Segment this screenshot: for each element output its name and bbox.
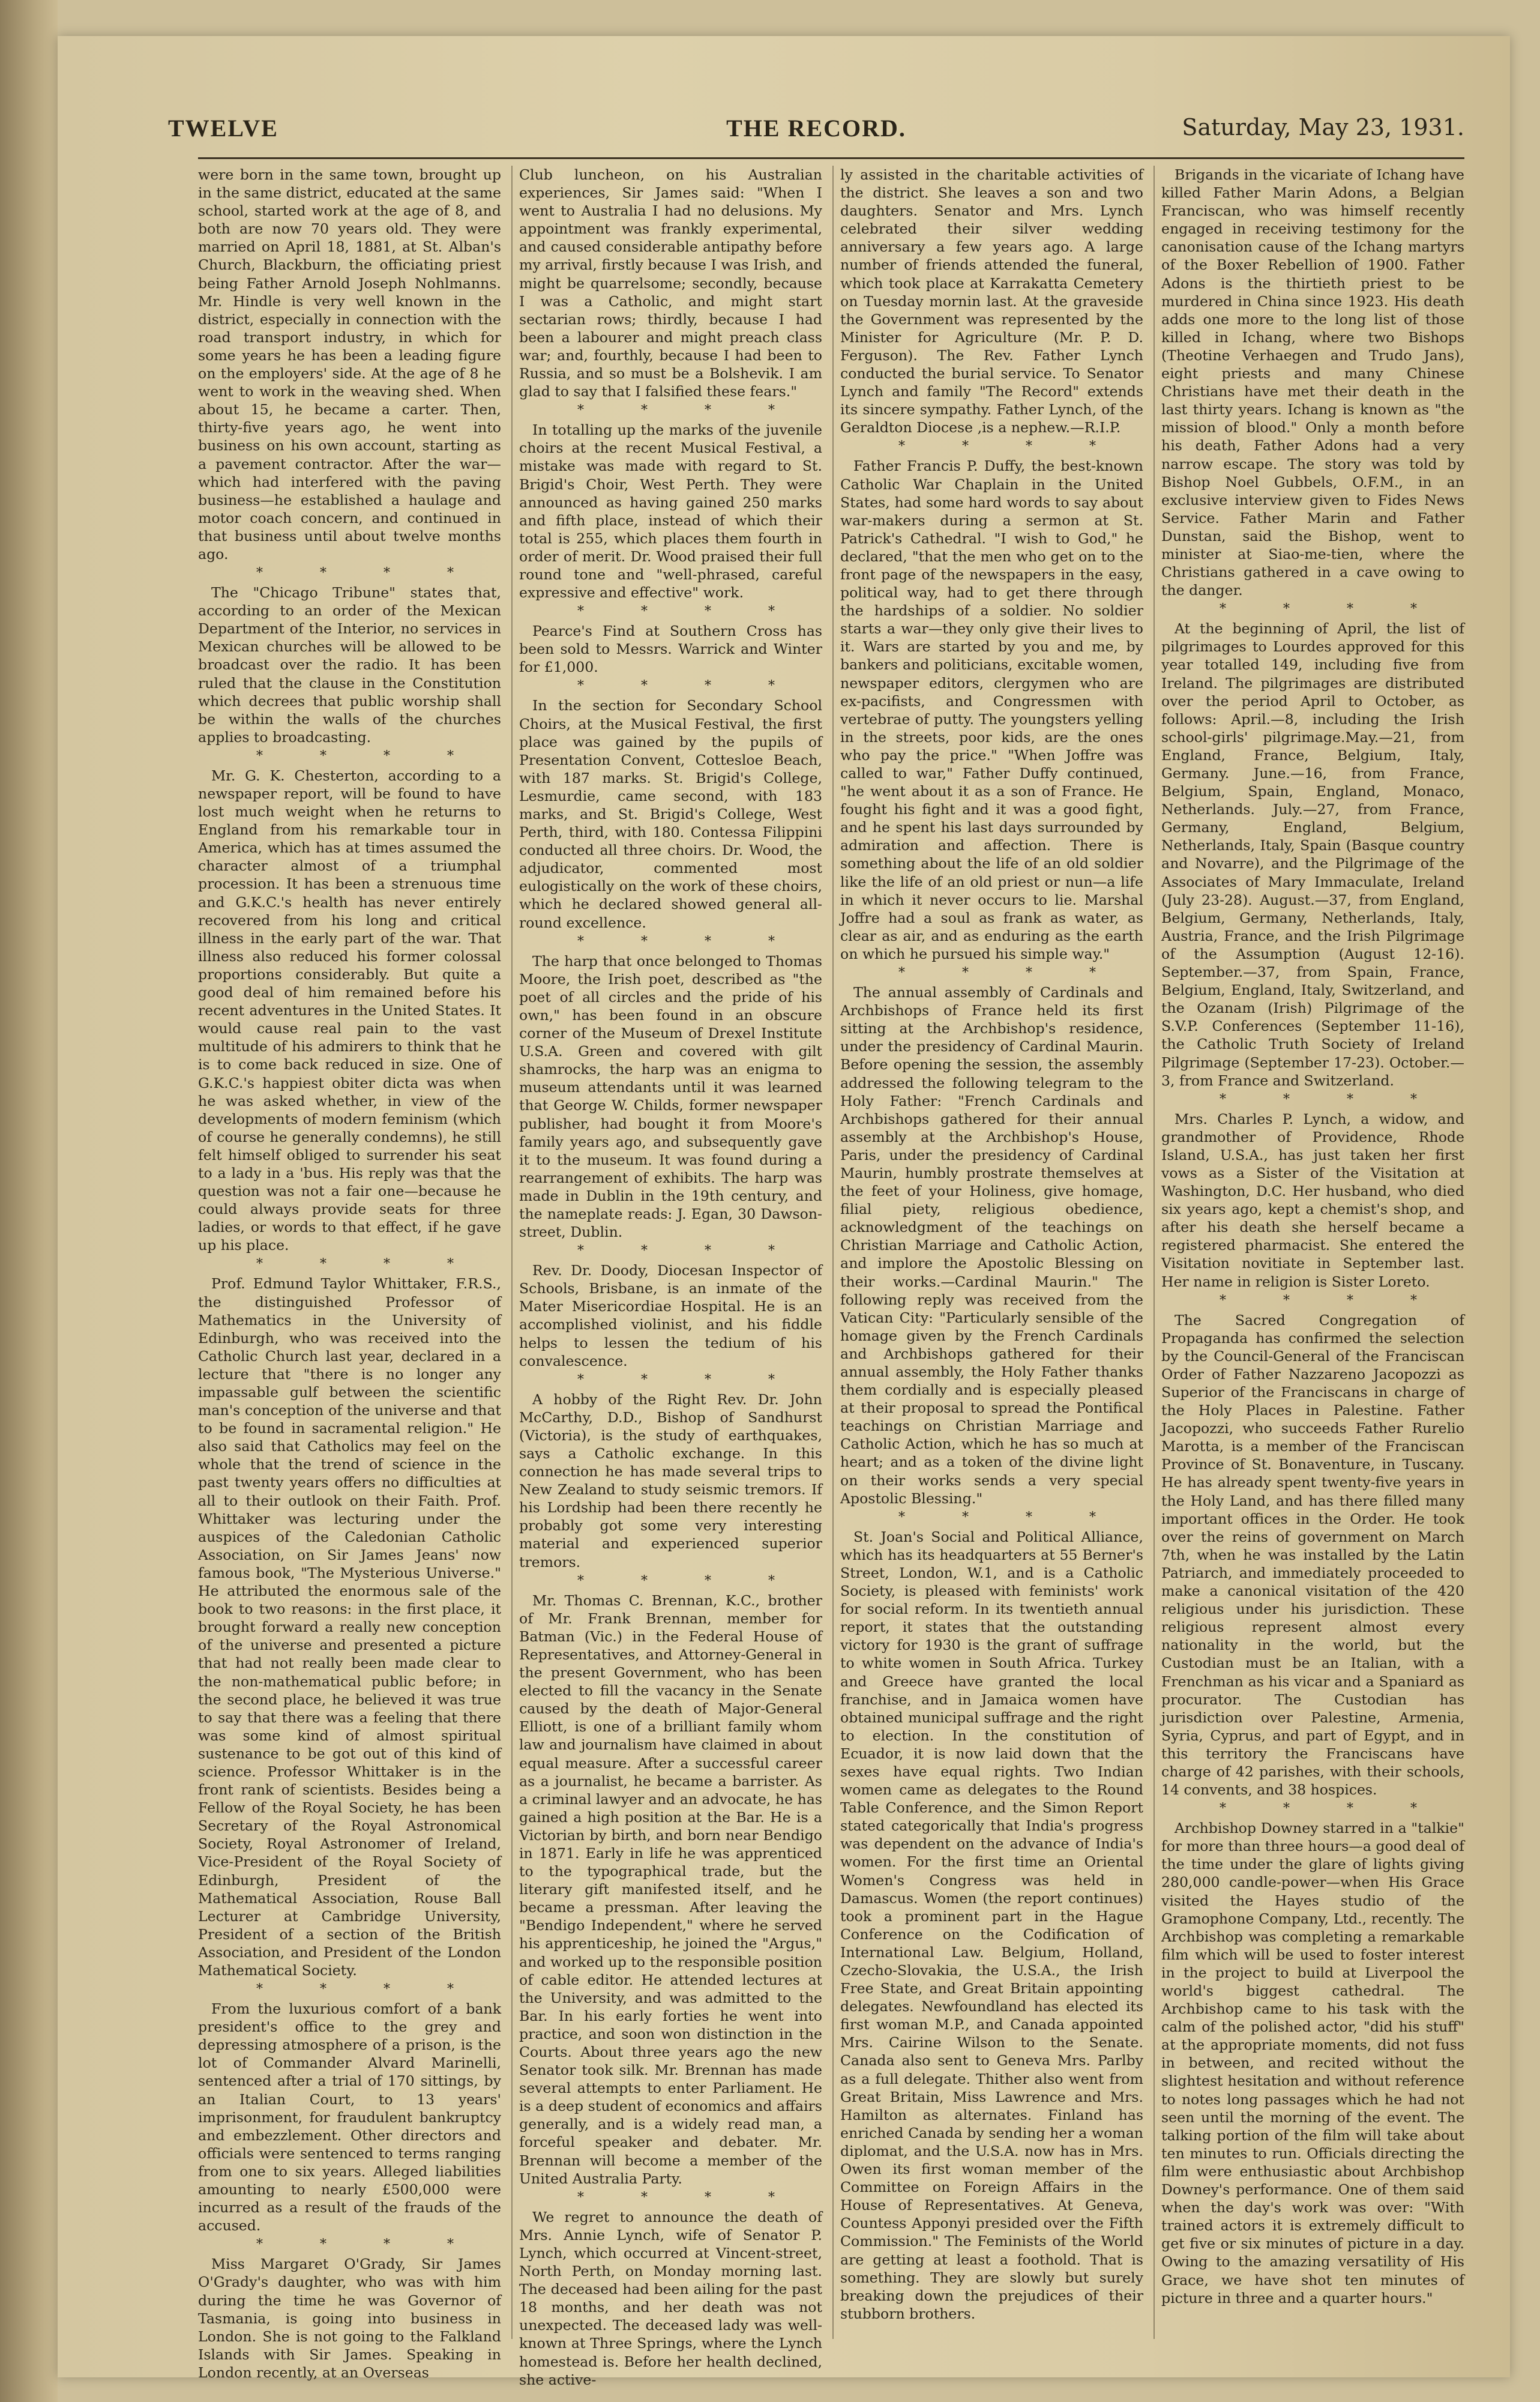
column-3 (840, 166, 1143, 2351)
news-paragraph: The harp that once belonged to Thomas Moore, the Irish poet, described as "the poet of all circles and the pride of his own," has been found in an obscure corner of the Museum of Drexel Institute U.S.A. Green and covered with gilt shamrocks, the harp was an enigma to museum attendants until it was learned that George W. Childs, former newspaper publisher, had bought it from Moore's family years ago, and subsequently gave it to the museum. It was found during a rearrangement of exhibits. The harp was made in Dublin in the 19th century, and the nameplate reads: J. Egan, 30 Dawson-street, Dublin. (519, 952, 822, 1241)
news-paragraph: Father Francis P. Duffy, the best-known Catholic War Chaplain in the United States, had some hard words to say about war-makers during a sermon at St. Patrick's Cathedral. "I wish to God," he declared, "that the men who get on to the front page of the newspapers in the easy, political way, had to get there through the hardships of a soldier. No soldier starts a war—they only give their lives to it. Wars are started by you and me, by bankers and politicians, excitable women, newspaper editors, clergymen who are ex-pacifists, and Congressmen with vertebrae of putty. The youngsters yelling in the streets, poor kids, are the ones who pay the price." "When Joffre was called to war," Father Duffy continued, "he went about it as a son of France. He fought his fight and it was a good fight, and he spent his last days surrounded by admiration and affection. There is something about the life of an old soldier like the life of an old priest or nun—a life in which it never occurs to lie. Marshal Joffre had a soul as frank as water, as clear as air, and as enduring as the earth on which he pursued his simple way." (840, 457, 1143, 962)
section-separator: * * * * (1220, 1801, 1443, 1817)
column-4 (1161, 166, 1464, 2351)
section-separator: * * * * (577, 403, 801, 418)
page-number: TWELVE (168, 115, 278, 142)
section-separator: * * * * (256, 566, 480, 581)
column-2 (519, 166, 822, 2388)
news-paragraph: Prof. Edmund Taylor Whittaker, F.R.S., the distinguished Professor of Mathematics in the University of Edinburgh, who was received into the Catholic Church last year, declared in a lecture that "there is no longer any impassable gulf between the scientific man's conception of the universe and that to be found in sacramental religion." He also said that Catholics may feel on the whole that the trend of science in the past twenty years offers no difficulties at all to their outlook on their Faith. Prof. Whittaker was lecturing under the auspices of the Caledonian Catholic Association, on Sir James Jeans' now famous book, "The Mysterious Universe." He attributed the enormous sale of the book to two reasons: in the first place, it brought forward a really new conception of the universe and presented a picture that had not really been made clear to the non-mathematical public before; in the second place, he believed it was true to say that there was a feeling that there was some kind of almost spiritual sustenance to be got out of this kind of science. Professor Whittaker is in the front rank of scientists. Besides being a Fellow of the Royal Society, he has been Secretary of the Royal Astronomical Society, Royal Astronomer of Ireland, Vice-President of the Royal Society of Edinburgh, President of the Mathematical Association, Rouse Ball Lecturer at Cambridge University, President of a section of the British Association, and President of the London Mathematical Society. (198, 1275, 501, 1979)
section-separator: * * * * (577, 2189, 801, 2205)
section-separator: * * * * (577, 934, 801, 949)
news-paragraph: In totalling up the marks of the juvenile choirs at the recent Musical Festival, a mistake was made with regard to St. Brigid's Choir, West Perth. They were announced as having gained 250 marks and fifth place, instead of which their total is 255, which places them fourth in order of merit. Dr. Wood praised their full round tone and "well-phrased, careful expressive and effective" work. (519, 421, 822, 602)
column-1 (198, 166, 501, 2381)
section-separator: * * * * (898, 439, 1122, 454)
section-separator: * * * * (256, 1257, 480, 1272)
section-separator: * * * * (898, 1509, 1122, 1525)
news-paragraph: ly assisted in the charitable activities of the district. She leaves a son and two daughters. Senator and Mrs. Lynch celebrated their silver wedding anniversary a few years ago. A large number of friends attended the funeral, which took place at Karrakatta Cemetery on Tuesday mornin last. At the graveside the Government was represented by the Minister for Agriculture (Mr. P. D. Ferguson). The Rev. Father Lynch conducted the burial service. To Senator Lynch and family "The Record" extends its sincere sympathy. Father Lynch, of the Geraldton Diocese ,is a nephew.—R.I.P. (840, 166, 1143, 436)
section-separator: * * * * (256, 2237, 480, 2253)
news-paragraph: Miss Margaret O'Grady, Sir James O'Grady's daughter, who was with him during the time he was Governor of Tasmania, is going into business in London. She is not going to the Falkland Islands with Sir James. Speaking in London recently, at an Overseas (198, 2256, 501, 2381)
news-paragraph: The Sacred Congregation of Propaganda has confirmed the selection by the Council-General of the Franciscan Order of Father Nazzareno Jacopozzi as Superior of the Franciscans in charge of the Holy Places in Palestine. Father Jacopozzi, who succeeds Father Rurelio Marotta, is a member of the Franciscan Province of St. Bonaventure, in Tuscany. He has already spent twenty-five years in the Holy Land, and has there filled many important offices in the Order. He took over the reins of government on March 7th, when he was installed by the Latin Patriarch, and immediately proceeded to make a canonical visitation of the 420 religious under his jurisdiction. These religious represent almost every nationality in the world, but the Custodian must be an Italian, with a Frenchman as his vicar and a Spaniard as procurator. The Custodian has jurisdiction over Palestine, Armenia, Syria, Cyprus, and part of Egypt, and in this territory the Franciscans have charge of 42 parishes, with their schools, 14 convents, and 38 hospices. (1161, 1311, 1464, 1799)
news-paragraph: A hobby of the Right Rev. Dr. John McCarthy, D.D., Bishop of Sandhurst (Victoria), is the study of earthquakes, says a Catholic exchange. In this connection he has made several trips to New Zealand to study seismic tremors. If his Lordship had been there recently he probably got some very interesting material and experienced superior tremors. (519, 1390, 822, 1571)
section-separator: * * * * (577, 604, 801, 620)
news-paragraph: Mr. G. K. Chesterton, according to a newspaper report, will be found to have lost much weight when he returns to England from his remarkable tour in America, which has at times assumed the character almost of a triumphal procession. It has been a strenuous time and G.K.C.'s health has never entirely recovered from his long and critical illness in the early part of the war. That illness also reduced his former colossal proportions considerably. But quite a good deal of him remained before his recent adventures in the United States. It would cause real pain to the vast multitude of his admirers to think that he is to come back reduced in size. One of G.K.C.'s happiest obiter dicta was when he was asked whether, in view of the developments of modern feminism (which of course he generally condemns), he still felt himself obliged to surrender his seat to a lady in a 'bus. His reply was that the question was not a fair one—because he could always provide seats for three ladies, or words to that effect, if he gave up his place. (198, 767, 501, 1254)
news-paragraph: Pearce's Find at Southern Cross has been sold to Messrs. Warrick and Winter for £1,000. (519, 623, 822, 676)
section-separator: * * * * (256, 748, 480, 764)
news-paragraph: From the luxurious comfort of a bank president's office to the grey and depressing atmosphere of a prison, is the lot of Commander Alvard Marinelli, sentenced after a trial of 170 sittings, by an Italian Court, to 13 years' imprisonment, for fraudulent bankruptcy and embezzlement. Other directors and officials were sentenced to terms ranging from one to six years. Alleged liabilities amounting to nearly £500,000 were incurred as a result of the frauds of the accused. (198, 2000, 501, 2235)
news-paragraph: were born in the same town, brought up in the same district, educated at the same school, started work at the age of 8, and both are now 70 years old. They were married on April 18, 1881, at St. Alban's Church, Blackburn, the officiating priest being Father Arnold Joseph Nohlmanns. Mr. Hindle is very well known in the district, especially in connection with the road transport industry, in which for some years he has been a leading figure on the employers' side. At the age of 8 he went to work in the weaving shed. When about 15, he became a carter. Then, thirty-five years ago, he went into business on his own account, starting as a pavement contractor. After the war—which had interfered with the paving business—he established a haulage and motor coach concern, and continued in that business until about twelve months ago. (198, 166, 501, 563)
newspaper-title: THE RECORD. (726, 115, 906, 142)
issue-date: Saturday, May 23, 1931. (1182, 114, 1464, 140)
section-separator: * * * * (898, 965, 1122, 981)
news-paragraph: Mrs. Charles P. Lynch, a widow, and grandmother of Providence, Rhode Island, U.S.A., has just taken her first vows as a Sister of the Visitation at Washington, D.C. Her husband, who died six years ago, kept a chemist's shop, and after his death she herself became a registered pharmacist. She entered the Visitation novitiate in September last. Her name in religion is Sister Loreto. (1161, 1110, 1464, 1290)
section-separator: * * * * (1220, 602, 1443, 617)
news-paragraph: Mr. Thomas C. Brennan, K.C., brother of Mr. Frank Brennan, member for Batman (Vic.) in the Federal House of Representatives, and Attorney-General in the present Government, who has been elected to fill the vacancy in the Senate caused by the death of Major-General Elliott, is one of a brilliant family whom law and journalism have claimed in about equal measure. After a successful career as a journalist, he became a barrister. As a criminal lawyer and an advocate, he has gained a high position at the Bar. He is a Victorian by birth, and born near Bendigo in 1871. Early in life he was apprenticed to the typographical trade, but the literary gift manifested itself, and he became a pressman. After leaving the "Bendigo Independent," where he served his apprenticeship, he joined the "Argus," and worked up to the responsible position of cable editor. He attended lectures at the University, and was admitted to the Bar. In his early forties he went into practice, and soon won distinction in the Courts. About three years ago the new Senator took silk. Mr. Brennan has made several attempts to enter Parliament. He is a deep student of economics and affairs generally, and is a widely read man, a forceful speaker and debater. Mr. Brennan will become a member of the United Australia Party. (519, 1592, 822, 2187)
news-paragraph: In the section for Secondary School Choirs, at the Musical Festival, the first place was gained by the pupils of Presentation Convent, Cottesloe Beach, with 187 marks. St. Brigid's College, Lesmurdie, came second, with 183 marks, and St. Brigid's College, West Perth, third, with 180. Contessa Filippini conducted all three choirs. Dr. Wood, the adjudicator, commented most eulogistically on the work of these choirs, which he declared showed general all-round excellence. (519, 697, 822, 931)
page-header (168, 114, 1464, 156)
section-separator: * * * * (1220, 1091, 1443, 1107)
page-binding-edge (0, 0, 58, 2402)
section-separator: * * * * (1220, 1293, 1443, 1308)
section-separator: * * * * (577, 1243, 801, 1259)
section-separator: * * * * (577, 1372, 801, 1387)
news-paragraph: Archbishop Downey starred in a "talkie" for more than three hours—a good deal of the time under the glare of lights giving 280,000 candle-power—when His Grace visited the Hayes studio of the Gramophone Company, Ltd., recently. The Archbishop was completing a remarkable film which will be used to foster interest in the project to build at Liverpool the world's biggest cathedral. The Archbishop came to his task with the calm of the polished actor, "did his stuff" at the appropriate moments, did not fuss in between, and recited without the slightest hesitation and without reference to notes long passages which he had not seen until the morning of the event. The talking portion of the film will take about ten minutes to run. Officials directing the film were enthusiastic about Archbishop Downey's performance. One of them said when the day's work was over: "With trained actors it is extremely difficult to get five or six minutes of picture in a day. Owing to the amazing versatility of His Grace, we have shot ten minutes of picture in three and a quarter hours." (1161, 1820, 1464, 2307)
news-paragraph: Club luncheon, on his Australian experiences, Sir James said: "When I went to Australia I had no delusions. My appointment was frankly experimental, and caused considerable antipathy before my arrival, firstly because I was Irish, and might be quarrelsome; secondly, because I was a Catholic, and might start sectarian rows; thirdly, because I had been a labourer and might preach class war; and, fourthly, because I had been to Russia, and so must be a Bolshevik. I am glad to say that I falsified these fears." (519, 166, 822, 400)
section-separator: * * * * (256, 1982, 480, 1997)
news-paragraph: At the beginning of April, the list of pilgrimages to Lourdes approved for this year totalled 149, including five from Ireland. The pilgrimages are distributed over the period April to October, as follows: April.—8, including the Irish school-girls' pilgrimage.May.—21, from England, France, Belgium, Italy, Germany. June.—16, from France, Belgium, Spain, England, Monaco, Netherlands. July.—27, from France, Germany, England, Belgium, Netherlands, Italy, Spain (Basque country and Novarre), and the Pilgrimage of the Associates of Mary Immaculate, Ireland (July 23-28). August.—37, from England, Belgium, Germany, Netherlands, Italy, Austria, France, and the Irish Pilgrimage of the Assumption (August 12-16). September.—37, from Spain, France, Belgium, England, Italy, Switzerland, and the Ozanam (Irish) Pilgrimage of the S.V.P. Conferences (September 11-16), the Catholic Truth Society of Ireland Pilgrimage (September 17-23). October.—3, from France and Switzerland. (1161, 620, 1464, 1089)
news-paragraph: The annual assembly of Cardinals and Archbishops of France held its first sitting at the Archbishop's residence, under the presidency of Cardinal Maurin. Before opening the session, the assembly addressed the following telegram to the Holy Father: "French Cardinals and Archbishops gathered for their annual assembly at the Archbishop's House, Paris, under the presidency of Cardinal Maurin, humbly prostrate themselves at the feet of your Holiness, give homage, filial piety, religious obedience, acknowledgment of the teachings on Christian Marriage and Catholic Action, and implore the Apostolic Blessing on their works.—Cardinal Maurin." The following reply was received from the Vatican City: "Particularly sensible of the homage given by the French Cardinals and Archbishops gathered for their annual assembly, the Holy Father thanks them cordially and is especially pleased at their proposal to spread the Pontifical teachings on Christian Marriage and Catholic Action, which he has so much at heart; and as a token of the divine light on their works sends a very special Apostolic Blessing." (840, 984, 1143, 1507)
header-rule (198, 157, 1464, 159)
news-paragraph: The "Chicago Tribune" states that, according to an order of the Mexican Department of the Interior, no services in Mexican churches will be allowed to be broadcast over the radio. It has been ruled that the clause in the Constitution which decrees that public worship shall be within the walls of the churches applies to broadcasting. (198, 584, 501, 746)
news-paragraph: St. Joan's Social and Political Alliance, which has its headquarters at 55 Berner's Street, London, W.1, and is a Catholic Society, is pleased with feminists' work for social reform. In its twentieth annual report, it states that the outstanding victory for 1930 is the grant of suffrage to white women in South Africa. Turkey and Greece have granted the local franchise, and in Jamaica women have obtained municipal suffrage and the right to election. In the constitution of Ecuador, it is now laid down that the sexes have equal rights. Two Indian women came as delegates to the Round Table Conference, and the Simon Report stated categorically that India's progress was dependent on the advance of India's women. For the first time an Oriental Women's Congress was held in Damascus. Women (the report continues) took a prominent part in the Hague Conference on the Codification of International Law. Belgium, Holland, Czecho-Slovakia, the U.S.A., the Irish Free State, and Great Britain appointing delegates. Newfoundland has elected its first woman M.P., and Canada appointed Mrs. Cairine Wilson to the Senate. Canada also sent to Geneva Mrs. Parlby as a full delegate. Thither also went from Great Britain, Miss Lawrence and Mrs. Hamilton as alternates. Finland has enriched Canada by sending her a woman diplomat, and the U.S.A. now has in Mrs. Owen its first woman member of the Committee on Foreign Affairs in the House of Representatives. At Geneva, Countess Apponyi presided over the Fifth Commission." The Feminists of the World are getting at least a foothold. That is something. They are slowly but surely breaking down the prejudices of their stubborn brothers. (840, 1528, 1143, 2322)
section-separator: * * * * (577, 1573, 801, 1589)
news-paragraph: We regret to announce the death of Mrs. Annie Lynch, wife of Senator P. Lynch, which occurred at Vincent-street, North Perth, on Monday morning last. The deceased had been ailing for the past 18 months, and her death was not unexpected. The deceased lady was well-known at Three Springs, where the Lynch homestead is. Before her health declined, she active- (519, 2208, 822, 2388)
news-paragraph: Brigands in the vicariate of Ichang have killed Father Marin Adons, a Belgian Franciscan, who was himself recently engaged in receiving testimony for the canonisation cause of the Ichang martyrs of the Boxer Rebellion of 1900. Father Adons is the thirtieth priest to be murdered in China since 1923. His death adds one more to the long list of those killed in Ichang, where two Bishops (Theotine Verhaegen and Trudo Jans), eight priests and many Chinese Christians have met their death in the last thirty years. Ichang is known as "the mission of blood." Only a month before his death, Father Adons had a very narrow escape. The story was told by Bishop Noel Gubbels, O.F.M., in an exclusive interview given to Fides News Service. Father Marin and Father Dunstan, said the Bishop, went to minister at Siao-me-tien, where the Christians gathered in a cave owing to the danger. (1161, 166, 1464, 599)
news-paragraph: Rev. Dr. Doody, Diocesan Inspector of Schools, Brisbane, is an inmate of the Mater Misericordiae Hospital. He is an accomplished violinist, and his fiddle helps to lessen the tedium of his convalescence. (519, 1262, 822, 1369)
article-columns (198, 166, 1464, 2388)
section-separator: * * * * (577, 678, 801, 694)
